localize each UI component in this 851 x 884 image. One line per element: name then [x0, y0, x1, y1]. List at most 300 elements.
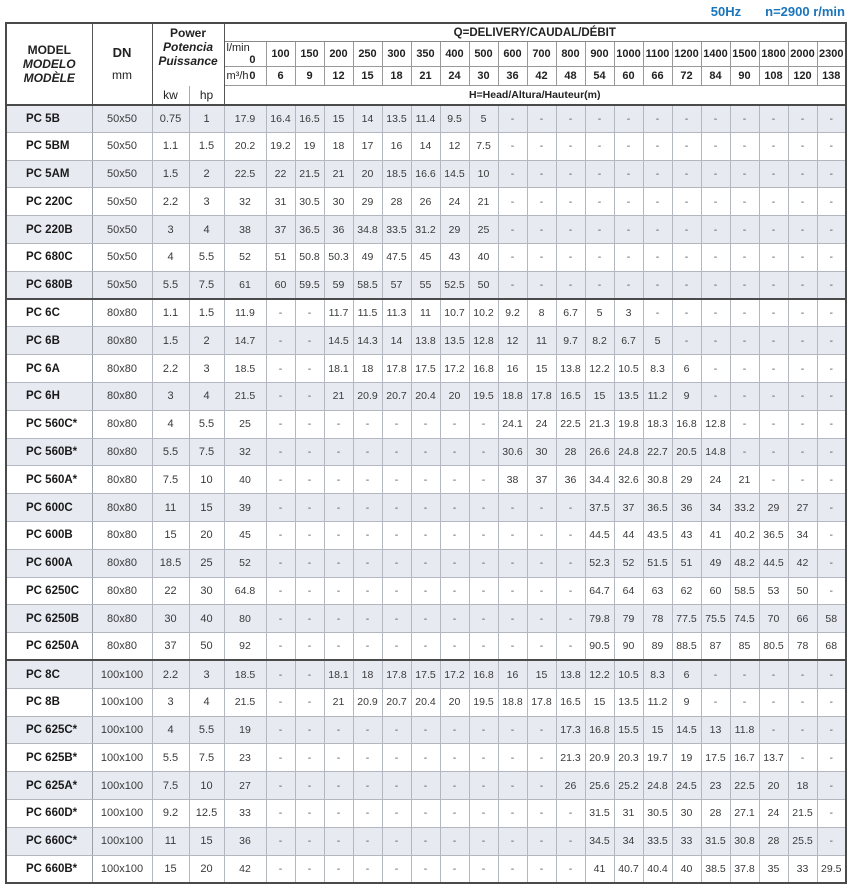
head-value-cell: -	[817, 327, 846, 355]
head-value-cell: 20.3	[614, 744, 643, 772]
head-value-cell: -	[353, 549, 382, 577]
head-value-cell: -	[585, 132, 614, 160]
lmin-value: 1500	[730, 42, 759, 67]
kw-rating-cell: 5.5	[152, 438, 189, 466]
head-value-cell: -	[411, 494, 440, 522]
head-value-cell: -	[469, 549, 498, 577]
head-value-cell: -	[382, 410, 411, 438]
head-value-cell: -	[440, 494, 469, 522]
head-value-cell: 18.3	[643, 410, 672, 438]
head-value-cell: -	[701, 355, 730, 383]
head-value-cell: 16.7	[730, 744, 759, 772]
head-value-cell: 29	[353, 188, 382, 216]
head-value-cell: -	[469, 799, 498, 827]
table-row	[6, 466, 846, 494]
head-value-cell: -	[672, 160, 701, 188]
table-row	[6, 772, 846, 800]
dn-cell: 80x80	[92, 494, 152, 522]
head-value-cell: 55	[411, 271, 440, 299]
model-cell: PC 560C*	[6, 410, 92, 438]
head-value-cell: 30.8	[730, 827, 759, 855]
head-value-cell: 26	[411, 188, 440, 216]
head-value-cell: -	[788, 188, 817, 216]
head-value-cell: -	[788, 105, 817, 133]
head-value-cell: -	[759, 160, 788, 188]
kw-rating-cell: 15	[152, 855, 189, 883]
head-value-cell: -	[730, 299, 759, 327]
head-value-cell: 17.8	[382, 355, 411, 383]
m3h-value: 84	[701, 67, 730, 86]
head-value-cell: 49	[353, 243, 382, 271]
head-value-cell: 18	[353, 355, 382, 383]
head-value-cell: 80.5	[759, 633, 788, 661]
head-value-cell: 58.5	[730, 577, 759, 605]
dn-cell: 80x80	[92, 549, 152, 577]
head-value-cell: 52	[614, 549, 643, 577]
head-value-cell: 5	[585, 299, 614, 327]
q-delivery-header: Q=DELIVERY/CAUDAL/DÉBIT	[224, 23, 846, 42]
kw-rating-cell: 3	[152, 382, 189, 410]
dn-cell: 100x100	[92, 827, 152, 855]
hp-rating-cell: 2	[189, 327, 224, 355]
m3h-value: 42	[527, 67, 556, 86]
head-value-cell: 16.6	[411, 160, 440, 188]
head-value-cell: -	[440, 799, 469, 827]
head-value-cell: 34	[788, 521, 817, 549]
head-value-cell: 11.9	[224, 299, 266, 327]
head-value-cell: 52.5	[440, 271, 469, 299]
head-value-cell: 22.5	[730, 772, 759, 800]
head-value-cell: -	[266, 827, 295, 855]
head-value-cell: -	[701, 132, 730, 160]
head-value-cell: -	[585, 243, 614, 271]
lmin-label: l/min	[226, 42, 250, 54]
head-value-cell: -	[817, 271, 846, 299]
head-value-cell: 22.5	[224, 160, 266, 188]
model-cell: PC 680C	[6, 243, 92, 271]
power-label-en: Power	[169, 26, 206, 40]
hp-rating-cell: 10	[189, 466, 224, 494]
head-value-cell: -	[527, 105, 556, 133]
head-value-cell: 22.7	[643, 438, 672, 466]
head-value-cell: 13.8	[556, 355, 585, 383]
head-value-cell: -	[266, 716, 295, 744]
dn-header	[92, 23, 152, 105]
m3h-value: 108	[759, 67, 788, 86]
head-value-cell: 9	[672, 382, 701, 410]
head-value-cell: 21.5	[224, 688, 266, 716]
head-value-cell: -	[643, 132, 672, 160]
head-value-cell: -	[817, 660, 846, 688]
head-value-cell: -	[324, 577, 353, 605]
head-value-cell: -	[556, 577, 585, 605]
head-value-cell: -	[295, 577, 324, 605]
head-value-cell: 7.5	[469, 132, 498, 160]
head-value-cell: -	[498, 105, 527, 133]
head-value-cell: 34.4	[585, 466, 614, 494]
head-value-cell: -	[788, 688, 817, 716]
kw-rating-cell: 4	[152, 243, 189, 271]
head-value-cell: 38	[224, 216, 266, 244]
head-value-cell: -	[527, 577, 556, 605]
head-value-cell: -	[498, 271, 527, 299]
hp-rating-cell: 4	[189, 382, 224, 410]
head-value-cell: 11.2	[643, 382, 672, 410]
head-value-cell: 35	[759, 855, 788, 883]
dn-cell: 50x50	[92, 105, 152, 133]
dn-cell: 50x50	[92, 188, 152, 216]
table-row	[6, 327, 846, 355]
lmin-value: 2300	[817, 42, 846, 67]
head-value-cell: -	[527, 772, 556, 800]
head-value-cell: 31.2	[411, 216, 440, 244]
head-value-cell: -	[817, 243, 846, 271]
head-value-cell: 90.5	[585, 633, 614, 661]
head-value-cell: 58	[817, 605, 846, 633]
table-row	[6, 799, 846, 827]
head-value-cell: 29	[759, 494, 788, 522]
hp-rating-cell: 20	[189, 855, 224, 883]
head-value-cell: 45	[224, 521, 266, 549]
head-value-cell: 48.2	[730, 549, 759, 577]
hp-rating-cell: 4	[189, 216, 224, 244]
hp-rating-cell: 15	[189, 827, 224, 855]
head-value-cell: 11.2	[643, 688, 672, 716]
head-value-cell: 8.2	[585, 327, 614, 355]
head-value-cell: 5	[469, 105, 498, 133]
head-value-cell: 44.5	[759, 549, 788, 577]
head-value-cell: 18.5	[224, 660, 266, 688]
head-value-cell: 37	[614, 494, 643, 522]
frequency-label: 50Hz	[710, 3, 742, 19]
head-value-cell: -	[585, 216, 614, 244]
head-value-cell: 36.5	[643, 494, 672, 522]
head-value-cell: 10	[469, 160, 498, 188]
head-value-cell: 10.7	[440, 299, 469, 327]
head-value-cell: -	[730, 160, 759, 188]
hp-rating-cell: 20	[189, 521, 224, 549]
model-label-fr: MODÈLE	[23, 70, 75, 85]
head-value-cell: -	[295, 327, 324, 355]
head-value-cell: 20.4	[411, 382, 440, 410]
table-body	[6, 105, 846, 883]
head-value-cell: 58.5	[353, 271, 382, 299]
head-value-cell: 19	[295, 132, 324, 160]
head-value-cell: -	[324, 410, 353, 438]
model-cell: PC 600A	[6, 549, 92, 577]
head-value-cell: -	[324, 827, 353, 855]
lmin-value: 1000	[614, 42, 643, 67]
head-value-cell: -	[701, 382, 730, 410]
head-value-cell: -	[469, 744, 498, 772]
head-value-cell: 31	[614, 799, 643, 827]
head-value-cell: 15.5	[614, 716, 643, 744]
head-value-cell: -	[817, 160, 846, 188]
head-value-cell: -	[817, 105, 846, 133]
pump-performance-table	[5, 22, 847, 884]
head-value-cell: -	[440, 410, 469, 438]
hp-rating-cell: 12.5	[189, 799, 224, 827]
head-value-cell: -	[527, 521, 556, 549]
head-value-cell: -	[643, 271, 672, 299]
head-value-cell: -	[614, 271, 643, 299]
head-value-cell: 38.5	[701, 855, 730, 883]
head-value-cell: -	[759, 299, 788, 327]
head-value-cell: 16.5	[556, 688, 585, 716]
head-value-cell: -	[295, 660, 324, 688]
dn-cell: 100x100	[92, 799, 152, 827]
hp-rating-cell: 1.5	[189, 299, 224, 327]
head-value-cell: 20	[759, 772, 788, 800]
head-value-cell: -	[324, 744, 353, 772]
head-value-cell: -	[817, 827, 846, 855]
m3h-label: m³/h	[226, 70, 249, 82]
head-value-cell: -	[382, 494, 411, 522]
head-value-cell: -	[817, 772, 846, 800]
head-value-cell: -	[701, 327, 730, 355]
head-value-cell: -	[295, 855, 324, 883]
head-value-cell: -	[324, 549, 353, 577]
table-row	[6, 660, 846, 688]
head-value-cell: -	[411, 633, 440, 661]
kw-header: kw	[152, 86, 189, 105]
head-value-cell: -	[817, 410, 846, 438]
head-value-cell: -	[788, 716, 817, 744]
head-value-cell: -	[817, 382, 846, 410]
head-value-cell: -	[324, 716, 353, 744]
head-value-cell: -	[266, 744, 295, 772]
head-value-cell: 14.5	[672, 716, 701, 744]
head-value-cell: -	[266, 355, 295, 383]
dn-cell: 80x80	[92, 355, 152, 383]
head-value-cell: 18	[353, 660, 382, 688]
head-value-cell: 77.5	[672, 605, 701, 633]
head-value-cell: -	[643, 243, 672, 271]
head-value-cell: -	[817, 577, 846, 605]
head-value-cell: -	[295, 772, 324, 800]
head-value-cell: -	[788, 132, 817, 160]
head-value-cell: -	[382, 855, 411, 883]
table-row	[6, 188, 846, 216]
head-value-cell: 21.3	[556, 744, 585, 772]
head-value-cell: 21	[324, 688, 353, 716]
kw-rating-cell: 1.5	[152, 160, 189, 188]
head-value-cell: 27.1	[730, 799, 759, 827]
model-cell: PC 660C*	[6, 827, 92, 855]
head-value-cell: 14	[382, 327, 411, 355]
head-value-cell: 6.7	[556, 299, 585, 327]
head-value-cell: -	[469, 716, 498, 744]
head-value-cell: -	[759, 466, 788, 494]
power-label-es: Potencia	[162, 40, 213, 54]
head-value-cell: -	[498, 716, 527, 744]
head-value-cell: 20.5	[672, 438, 701, 466]
head-value-cell: -	[527, 494, 556, 522]
hp-header: hp	[189, 86, 224, 105]
head-value-cell: 21.5	[224, 382, 266, 410]
head-value-cell: -	[266, 438, 295, 466]
head-value-cell: 34	[701, 494, 730, 522]
head-value-cell: 34.8	[353, 216, 382, 244]
head-value-cell: -	[556, 216, 585, 244]
model-cell: PC 220B	[6, 216, 92, 244]
head-value-cell: -	[527, 633, 556, 661]
head-value-cell: -	[527, 216, 556, 244]
head-value-cell: -	[614, 160, 643, 188]
kw-rating-cell: 37	[152, 633, 189, 661]
lmin-value: 900	[585, 42, 614, 67]
head-value-cell: -	[730, 188, 759, 216]
head-value-cell: -	[614, 105, 643, 133]
head-value-cell: 19.2	[266, 132, 295, 160]
head-value-cell: -	[672, 105, 701, 133]
lmin-value: 1800	[759, 42, 788, 67]
head-value-cell: 9	[672, 688, 701, 716]
head-value-cell: 13.7	[759, 744, 788, 772]
head-value-cell: 40.4	[643, 855, 672, 883]
table-row	[6, 549, 846, 577]
kw-rating-cell: 1.1	[152, 299, 189, 327]
head-value-cell: 28	[556, 438, 585, 466]
head-value-cell: -	[527, 549, 556, 577]
head-value-cell: 29	[672, 466, 701, 494]
model-cell: PC 5AM	[6, 160, 92, 188]
head-value-cell: -	[266, 410, 295, 438]
table-row	[6, 105, 846, 133]
head-value-cell: 63	[643, 577, 672, 605]
head-value-cell: 31	[266, 188, 295, 216]
head-value-cell: 15	[585, 382, 614, 410]
head-value-cell: -	[759, 216, 788, 244]
head-value-cell: -	[498, 132, 527, 160]
dn-cell: 100x100	[92, 855, 152, 883]
head-value-cell: -	[498, 827, 527, 855]
head-value-cell: -	[382, 799, 411, 827]
head-value-cell: -	[498, 633, 527, 661]
head-value-cell: 30.5	[295, 188, 324, 216]
head-value-cell: 24	[440, 188, 469, 216]
model-cell: PC 625C*	[6, 716, 92, 744]
head-value-cell: -	[382, 716, 411, 744]
head-value-cell: -	[527, 744, 556, 772]
head-value-cell: 14.8	[701, 438, 730, 466]
head-value-cell: -	[498, 772, 527, 800]
head-value-cell: 16.8	[469, 660, 498, 688]
head-value-cell: -	[469, 466, 498, 494]
head-value-cell: 26.6	[585, 438, 614, 466]
head-value-cell: -	[266, 549, 295, 577]
head-value-cell: -	[730, 410, 759, 438]
table-row	[6, 355, 846, 383]
head-value-cell: 21	[324, 160, 353, 188]
head-value-cell: -	[266, 382, 295, 410]
head-value-cell: 52.3	[585, 549, 614, 577]
head-value-cell: -	[817, 438, 846, 466]
m3h-value: 12	[324, 67, 353, 86]
head-value-cell: 18.5	[382, 160, 411, 188]
model-cell: PC 5BM	[6, 132, 92, 160]
head-value-cell: -	[382, 438, 411, 466]
head-value-cell: 3	[614, 299, 643, 327]
kw-rating-cell: 4	[152, 410, 189, 438]
dn-cell: 80x80	[92, 466, 152, 494]
head-value-cell: 60	[701, 577, 730, 605]
head-value-cell: -	[759, 243, 788, 271]
lmin-value: 200	[324, 42, 353, 67]
head-value-cell: -	[701, 188, 730, 216]
head-value-cell: 18.1	[324, 660, 353, 688]
dn-cell: 50x50	[92, 216, 152, 244]
head-value-cell: 13.5	[440, 327, 469, 355]
head-value-cell: 16.4	[266, 105, 295, 133]
model-cell: PC 6B	[6, 327, 92, 355]
head-value-cell: -	[266, 605, 295, 633]
head-value-cell: -	[353, 799, 382, 827]
head-value-cell: -	[266, 466, 295, 494]
head-value-cell: -	[730, 688, 759, 716]
head-value-cell: 20.9	[353, 688, 382, 716]
m3h-value: 9	[295, 67, 324, 86]
table-row	[6, 299, 846, 327]
m3h-value: 21	[411, 67, 440, 86]
head-value-cell: -	[730, 132, 759, 160]
head-value-cell: -	[498, 160, 527, 188]
head-value-cell: 18	[788, 772, 817, 800]
head-value-cell: -	[817, 188, 846, 216]
head-value-cell: 30	[527, 438, 556, 466]
head-value-cell: -	[266, 521, 295, 549]
head-value-cell: 13.8	[556, 660, 585, 688]
head-value-cell: 15	[585, 688, 614, 716]
head-value-cell: -	[353, 716, 382, 744]
head-value-cell: 28	[759, 827, 788, 855]
head-value-cell: -	[353, 521, 382, 549]
head-value-cell: -	[817, 132, 846, 160]
head-value-cell: -	[411, 466, 440, 494]
head-value-cell: -	[411, 577, 440, 605]
head-value-cell: 20.7	[382, 688, 411, 716]
table-row	[6, 410, 846, 438]
head-value-cell: -	[585, 271, 614, 299]
head-value-cell: -	[440, 549, 469, 577]
head-value-cell: -	[527, 799, 556, 827]
hp-rating-cell: 3	[189, 355, 224, 383]
head-value-cell: -	[266, 799, 295, 827]
head-value-cell: 15	[324, 105, 353, 133]
head-value-cell: -	[759, 271, 788, 299]
head-value-cell: 53	[759, 577, 788, 605]
lmin-value: 2000	[788, 42, 817, 67]
head-value-cell: -	[701, 271, 730, 299]
head-value-cell: -	[469, 855, 498, 883]
head-value-cell: -	[556, 132, 585, 160]
kw-rating-cell: 7.5	[152, 772, 189, 800]
head-value-cell: -	[788, 660, 817, 688]
head-value-cell: -	[440, 577, 469, 605]
head-value-cell: -	[353, 744, 382, 772]
head-value-cell: -	[295, 633, 324, 661]
header-row-title	[6, 23, 846, 42]
head-value-cell: 33	[672, 827, 701, 855]
head-value-cell: -	[759, 105, 788, 133]
head-value-cell: 32.6	[614, 466, 643, 494]
head-value-cell: 40.7	[614, 855, 643, 883]
head-value-cell: -	[817, 716, 846, 744]
head-value-cell: -	[788, 466, 817, 494]
head-value-cell: 14.5	[324, 327, 353, 355]
lmin-value: 400	[440, 42, 469, 67]
head-value-cell: 60	[266, 271, 295, 299]
